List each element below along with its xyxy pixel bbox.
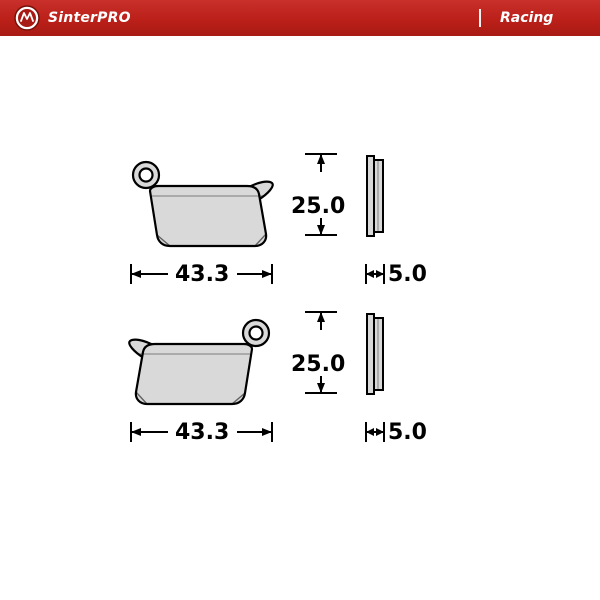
height-label-top: 25.0 xyxy=(291,194,346,219)
width-label-bottom: 43.3 xyxy=(175,420,230,445)
width-label-top: 43.3 xyxy=(175,262,230,287)
brake-pad-top-shape xyxy=(133,162,273,246)
height-label-bottom: 25.0 xyxy=(291,352,346,377)
drawing-area xyxy=(0,36,600,600)
category-label: Racing xyxy=(500,10,554,26)
brake-pad-bottom-shape xyxy=(129,320,269,404)
header-divider xyxy=(479,9,481,27)
technical-drawing xyxy=(0,36,600,600)
sinterpro-logo-icon xyxy=(14,5,40,31)
thickness-label-top: 5.0 xyxy=(388,262,427,287)
dimension-thickness-bottom xyxy=(366,422,384,442)
dimension-thickness-top xyxy=(366,264,384,284)
brake-pad-top-side-view xyxy=(367,156,383,236)
thickness-label-bottom: 5.0 xyxy=(388,420,427,445)
header-bar xyxy=(0,0,600,36)
brake-pad-bottom-side-view xyxy=(367,314,383,394)
brand-name: SinterPRO xyxy=(48,10,131,26)
